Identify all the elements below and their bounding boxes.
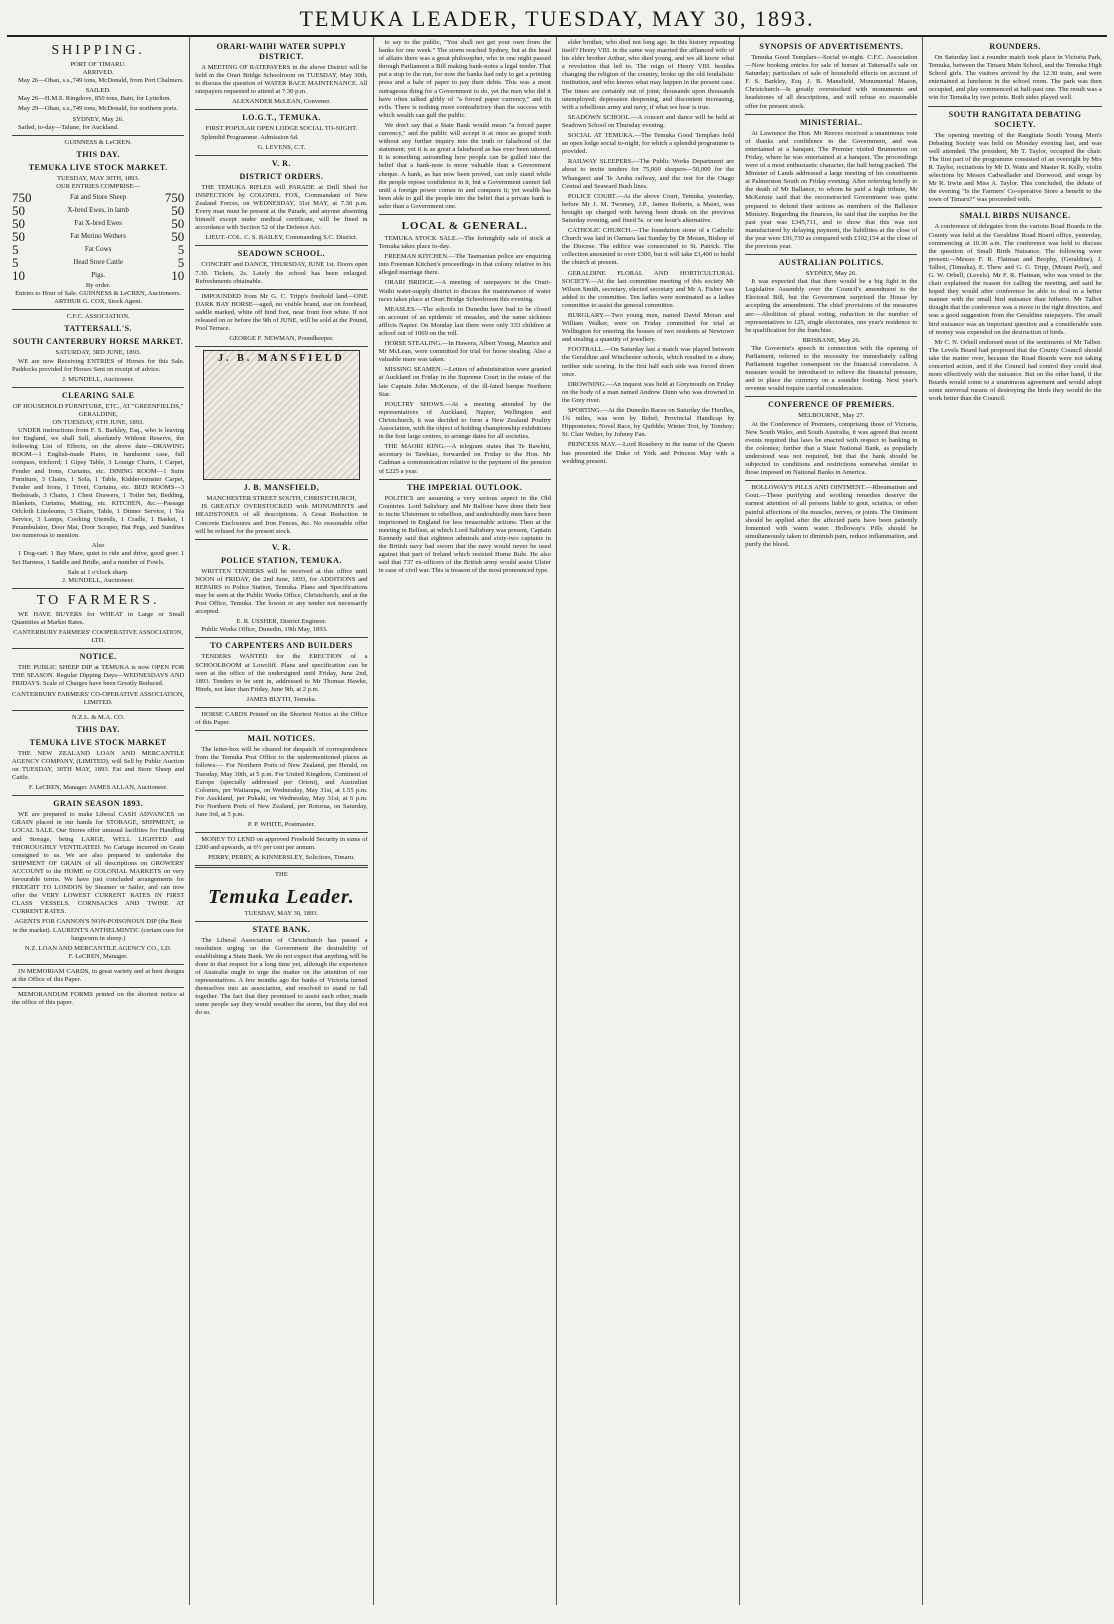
local-item: FOOTBALL.—On Saturday last a match was played between the Geraldine and Winchester schools, which resulted in a draw, neither side scoring. In the first half each side was forced down once. <box>561 346 735 378</box>
engraving-label: J. B. MANSFIELD <box>218 353 345 365</box>
mansfield-address: MANCHESTER STREET SOUTH, CHRISTCHURCH, <box>206 495 357 503</box>
dateline: SYDNEY, May 26. <box>805 270 857 278</box>
editorial-paragraph: We don't say that a State Bank would mean "a forced paper currency," and the public will accept it at once as gospel truth without any further inquiry into the truth or falsehood of the statement; yet it is as great a falsehood as has ever been uttered. It is something astounding how people can be gulled into the belief that a bank-note is more valuable than a Government cheque. A bank, as has now been proved, can only stand while the people repose confidence in it, but a Government cannot fail until a foreign power comes in and conquers it; yet wealth has been able to gull the people into the belief that a private bank is safer than a Government one. <box>378 121 551 210</box>
clearing-sale-sub: OF HOUSEHOLD FURNITURE, ETC., AT "GREENFIELDS," GERALDINE, <box>13 402 184 418</box>
local-item: HORSE STEALING.—In Hawera, Albert Young, Maurice and Mr McLean, were committed for trial for horse stealing. Also a valuable mare was taken. <box>378 340 551 364</box>
entry-count: 50 <box>171 216 185 232</box>
synopsis-text: Temuka Good Templars—Social to-night. C.F.C. Association—Now booking entries for sale of horses at Tattersall's sale on Saturday; particulars of sale of household effects on account of F. S. Barkley, Esq. J. B. Mansfield, Monumental Mason, Christchurch—Is greatly overstocked with monuments and headstones of all descriptions, and will refuse no reasonable offer for present stock. <box>745 54 918 110</box>
entries-close: Entries to Hour of Sale. GUINNESS & LeCREN, Auctioneers. ARTHUR G. COX, Stock Agent. <box>15 290 182 306</box>
entry-row <box>12 217 184 230</box>
builders-text: TENDERS WANTED for the ERECTION of a SCHOOLROOM at Lowcliff. Plans and specification can be seen at the office of the undersigned until Friday, June 2nd, 1893. Tenders to be sent in, addressed to Mr Thomas Hawke, Hinds, not later than Friday, June 9th, at 2 p.m. <box>195 653 368 693</box>
company-name: N.Z.L. & M.A. CO. <box>71 713 125 721</box>
manager: F. LeCREN, Manager. <box>68 952 128 960</box>
arrival-entry: May 26—Ohau, s.s.,749 tons, McDonald, from Port Chalmers. <box>18 77 184 85</box>
market-heading: TEMUKA LIVE STOCK MARKET <box>29 737 167 747</box>
entry-row <box>12 230 184 243</box>
farmers-text: WE HAVE BUYERS for WHEAT in Large or Small Quantities at Market Rates. <box>12 610 185 626</box>
column-2 <box>190 37 373 1605</box>
convener: ALEXANDER McLEAN, Convener. <box>232 98 331 106</box>
entry-description: Fat and Store Sheep <box>70 193 127 202</box>
conference-heading: CONFERENCE OF PREMIERS. <box>768 400 895 410</box>
horse-market-heading: SOUTH CANTERBURY HORSE MARKET. <box>13 337 184 347</box>
port-heading: PORT OF TIMARU. <box>70 61 126 68</box>
poundkeeper: GEORGE F. NEWMAN, Poundkeeper. <box>229 335 334 343</box>
local-item: BURGLARY.—Two young men, named David Moran and William Walker, were on Friday committed for trial at Wellington for entering the houses of two residents at Newtown and stealing a quantity of jewellery. <box>561 312 735 344</box>
holloway-ad: HOLLOWAY'S PILLS AND OINTMENT.—Rheumatism and Gout.—These purifying and soothing remedies deserve the earnest attention of all persons liable to gout, sciatica, or other painful affections of the muscles, nerves, or joints. The Ointment should be applied after the affected parts have been patiently fomented with warm water. Holloway's Pills should be simultaneously taken to diminish pain, reduce inflammation, and purify the blood. <box>745 484 918 548</box>
market-date: TUESDAY, MAY 30TH, 1893. <box>56 174 140 182</box>
entry-count: 750 <box>164 190 185 206</box>
local-item: MEASLES.—The schools in Dunedin have had to be closed on account of an epidemic of measles, and the same sickness afflicts Napier. On Monday last there were only 333 children at school out of 1069 on the roll. <box>378 305 551 337</box>
local-item: SOCIAL AT TEMUKA.—The Temuka Good Templars hold an open lodge social to-night, for which a splendid programme is provided. <box>561 132 735 156</box>
auctioneer: J. MUNDELL, Auctioneer. <box>62 576 134 584</box>
notice-heading: NOTICE. <box>79 652 117 662</box>
entry-count: 50 <box>12 216 25 232</box>
brisbane-text: The Governor's speech in connection with the opening of Parliament, referred to the necessity for immediately calling Parliament together consequent on the financial convulsion. A measure would be introduced to relieve the financial pressure, and to place the currency on a sounder footing. Next year's revenue would require careful consideration. <box>745 344 918 393</box>
grain-text: WE are prepared to make Liberal CASH ADVANCES on GRAIN placed in our hands for STORAGE, SHIPMENT, or LOCAL SALE. Our Stores offer unusual facilities for Handling and Storage, being LARGE, WELL LIGHTED and THOROUGHLY VENTILATED. No Cartage incurred on Grain consigned to us. We are also prepared to undertake the SHIPMENT OF GRAIN of all descriptions on GROWERS' ACCOUNT to the HOME or COLONIAL MARKETS on very favourable terms. We have just concluded arrangements for FREIGHT TO LONDON by Steamer or Sailer, and can now offer the VERY LOWEST CURRENT RATES IN FIRST CLASS VESSELS. CORNSACKS AND TWINE AT CURRENT RATES. <box>12 811 185 916</box>
horse-cards-ad: HORSE CARDS Printed on the Shortest Notice at the Office of this Paper. <box>195 711 368 727</box>
notice-text: THE PUBLIC SHEEP DIP at TEMUKA is now OPEN FOR THE SEASON. Regular Dipping Days—WEDNESDAYS AND FRIDAYS. Scale of Charges have been Greatly Reduced. <box>12 664 185 688</box>
entry-count: 50 <box>12 203 25 219</box>
masthead: TEMUKA LEADER, TUESDAY, MAY 30, 1893. <box>7 4 1107 37</box>
iogt-heading: I.O.G.T., TEMUKA. <box>242 113 321 123</box>
imperial-text: POLITICS are assuming a very serious aspect in the Old Countries. Lord Salisbury and Mr Balfour have done their best to incite Ulstermen to rebellion, and undoubtedly men have been imprisoned in England for less treasonable actions. Then at the meeting in Belfast, at which Lord Salisbury was present, Captain Kennedy said that eighteen admirals and sixty-two captains in the British navy had sworn that the navy would never be used against that part of Ireland which resisted Home Rule. He also said that 737 ex-officers of the British army would assist Ulster in case of civil war. This is treason of the most pronounced type. <box>378 494 551 575</box>
entry-row <box>12 243 184 256</box>
debating-heading: SOUTH RANGITATA DEBATING SOCIETY. <box>948 109 1082 129</box>
dateline: SYDNEY, May 26. <box>72 115 124 123</box>
postmaster: P. P. WHITE, Postmaster. <box>247 821 315 829</box>
small-birds-text: Mr C. N. Orbell endorsed most of the sentiments of Mr Talbot. The Levels Board had proposed that the County Council should take the matter over, because the Road Boards were not taking concerted action, and if the Council had control they could deal more effectively with the nuisance. But on the other hand, if the Boards would come to a unanimous agreement and would adopt some universal means of destroying the birds they would do the work better than the Council. <box>928 338 1102 403</box>
tattersall-heading: TATTERSALL'S. <box>64 324 133 334</box>
entry-description: Head Store Cattle <box>73 258 124 267</box>
entry-description: Fat Merino Wethers <box>70 232 126 241</box>
banner-article: THE <box>275 871 288 879</box>
entry-count: 5 <box>12 242 19 258</box>
entry-count: 10 <box>171 268 185 284</box>
monument-engraving <box>203 350 359 480</box>
local-item: FREEMAN KITCHEN.—The Tasmanian police are enquiring into Freeman Kitchen's proceedings in that colony relative to his alleged marriage there. <box>378 253 551 277</box>
entry-description: Fat Cows <box>84 245 112 254</box>
editorial-paragraph: to say to the public, "You shall not get your own from the banks for one week." The storm reached Sydney, but at the head of affairs there was a great philosopher, who in one night passed through Parliament a Bill making bank-notes a legal tender. That put a stop to the run, for now the banks had only to get a printing press and a bale of paper to pay their debts. This was a most outrageous thing for a Government to do, yet the men who did it have often talked glibly of "a forced paper currency," and its evils. There is nothing more contradictory than the success with which wealth can gull the public. <box>378 39 551 119</box>
mail-text: The letter-box will be cleared for despatch of correspondence from the Temuka Post Office to the undermentioned places as follows:— For Northern Ports of New Zealand, per Herald, on Tuesday, May 30th, at 5 p.m. For United Kingdom, Continent of Europe (specially addressed per Orient), and Australian Colonies, per Waitarapa, on Wednesday, May 31st, at 1.55 p.m. For Auckland, per Pukaki, on Wednesday, May 31st, at 6 p.m. For Northern Ports of New Zealand, per Rotorua, on Saturday, June 3rd, at 5 p.m. <box>195 746 368 818</box>
column-6 <box>923 37 1106 1605</box>
solicitors: PERRY, PERRY, & KINNERSLEY, Solicitors, Timaru. <box>208 854 355 862</box>
association-name: CANTERBURY FARMERS' COOPERATIVE ASSOCIATION, LTD. <box>13 629 184 645</box>
agents-text: AGENTS FOR CANNON'S NON-POISONOUS DIP (the Best in the market). LAURENT'S ANTHELMINTIC (certain cure for lungworm in sheep.) <box>12 918 184 942</box>
shipping-cable: Sailed, to-day—Talune, for Auckland. <box>18 123 119 131</box>
entry-count: 10 <box>12 268 25 284</box>
market-text: THE NEW ZEALAND LOAN AND MERCANTILE AGENCY COMPANY, (LIMITED), will Sell by Public Auction on TUESDAY, 30TH MAY, 1893. Fat and Store Sheep and Cattle. <box>12 749 185 782</box>
rounders-heading: ROUNDERS. <box>989 42 1041 51</box>
arrived-label: ARRIVED. <box>82 69 114 77</box>
horse-market-text: WE are now Receiving ENTRIES of Horses for this Sale. Paddocks provided for Horses Sent on receipt of advice. <box>12 357 185 373</box>
builder-name: JAMES BLYTH, Temuka. <box>246 695 317 703</box>
grain-heading: GRAIN SEASON 1893. <box>53 799 143 809</box>
police-text: WRITTEN TENDERS will be received at this office until NOON of FRIDAY, the 2nd June, 1893, for ADDITIONS and REPAIRS to Police Station, Temuka. Plans and Specifications may be seen at the Public Works Office, Christchurch, and at the Post Office, Temuka. The lowest or any tender not necessarily accepted. <box>195 567 368 616</box>
rounders-text: On Saturday last a rounder match took place in Victoria Park, Temuka, between the Timaru Main School, and the Temuka High School girls. The visitors arrived by the 12.30 train, and were entertained at luncheon in the school room. The park was then occupied, and play commenced at half-past one. The result was a win for Temuka by two points. Both sides played well. <box>928 54 1102 102</box>
sale-time: Sale at 1 o'clock sharp. <box>67 568 129 576</box>
chief-templar: G. LEVENS, C.T. <box>257 143 306 151</box>
association-name: CANTERBURY FARMERS' CO-OPERATIVE ASSOCIATION, LIMITED. <box>12 690 185 706</box>
column-1 <box>7 37 190 1605</box>
sailing-entry: May 26—H.M.S. Ringdove, 850 tons, Bain, for Lyttelton. <box>18 95 172 103</box>
local-item: MISSING SEAMEN.—Letters of administration were granted at Auckland on Friday in the Supreme Court in the estate of the late Captain John McKenzie, of the ill-fated barque Northern Star. <box>378 366 551 398</box>
dateline: BRISBANE, May 26. <box>802 336 861 344</box>
local-item: DROWNING.—An inquest was held at Greymouth on Friday on the body of a man named Andrew Dunn who was drowned in the Grey river. <box>561 380 735 404</box>
conference-text: At the Conference of Premiers, comprising those of Victoria, New South Wales, and South Australia, it was agreed that recent events required that laws be enacted with respect to banking in the colonies; further that a State National Bank, as popularly understood was not required, but that the bank should be subjected to conditions and restrictions somewhat similar to those imposed on National Banks in America. <box>745 420 918 477</box>
clearing-sale-heading: CLEARING SALE <box>61 390 135 400</box>
local-item: PRINCESS MAY.—Lord Rosebery in the name of the Queen has presented the Duke of York and Princess May with a wedding present. <box>561 441 735 465</box>
imperial-heading: THE IMPERIAL OUTLOOK. <box>407 482 523 492</box>
debating-text: The opening meeting of the Rangitata South Young Men's Debating Society was held on Monday evening last, and was well attended. The president, Mr T. Taylor, occupied the chair. The first part of the programme consisted of an oversight by Mrs R. Taylor, recitations by Mr D. Watts and Master R. Kelly, violin selections by Messrs Cadwallader and Dorwood, and songs by Mr R. Irwin and Miss A. Taylor. This concluded, the debate of the evening "Is the Farmers' Co-operative Store a benefit to the town of Timaru?" was proceeded with. <box>928 131 1102 204</box>
sailing-entry: May 29—Ohau, s.s.,749 tons, McDonald, for northern ports. <box>18 105 179 113</box>
australian-politics-heading: AUSTRALIAN POLITICS. <box>778 258 884 268</box>
state-bank-heading: STATE BANK. <box>252 924 311 934</box>
this-day-heading: THIS DAY. <box>76 149 120 159</box>
entry-count: 50 <box>12 229 25 245</box>
small-birds-text: A conference of delegates from the various Road Boards in the County was held at the Geraldine Road Board office, yesterday, commencing at 10.30 a.m. The conference was held to discuss the question of Small Birds Nuisance. The following were present:—Messrs F. R. Flatman and Brophy, (Geraldine), J. Talbot, (Temuka), E. Thew and G. G. Tripp, (Mount Peel), and G. W. Orbell, (Levels). Mr F. R. Flatman, who was voted to the chair explained the reason for calling the meeting, and said he hoped they would after conference be able to deal in a better manner with the small bird nuisance than hitherto. Mr Talbot thought that the conference was a move in the right direction, and was a good suggestion from the Geraldine ratepayers. The small bird nuisance was an important question and a considerable sum of money was expended on the destruction of birds. <box>928 223 1102 336</box>
mansfield-name: J. B. MANSFIELD, <box>243 483 320 493</box>
dateline: MELBOURNE, May 27. <box>798 412 865 420</box>
memoriam-ad: IN MEMORIAM CARDS, in great variety and at best designs at the Office of this Paper. <box>12 967 185 984</box>
shipping-heading: SHIPPING. <box>51 43 145 58</box>
commander: LIEUT.-COL. C. S. BAILEY, Commanding S.C. District. <box>205 234 358 242</box>
entries-heading: OUR ENTRIES COMPRISE— <box>56 182 141 190</box>
entry-description: Pigs. <box>91 271 106 280</box>
entry-count: 5 <box>177 255 185 271</box>
entries-list <box>12 191 184 282</box>
sailed-label: SAILED. <box>85 87 111 95</box>
memorandum-ad: MEMORANDUM FORMS printed on the shortest notice at the office of this paper. <box>12 991 185 1007</box>
newspaper-banner: Temuka Leader. <box>208 885 355 908</box>
entry-row <box>12 269 184 282</box>
entry-row <box>12 191 184 204</box>
local-item: RAILWAY SLEEPERS.—The Public Works Department are about to invite tenders for 75,000 sleepers—50,000 for the Whangarei and Te Aroha railway, and the rest for the Otago Central and Seaward Bush lines. <box>561 158 735 190</box>
synopsis-heading: SYNOPSIS OF ADVERTISEMENTS. <box>759 42 904 51</box>
entry-description: X-bred Ewes, in lamb <box>67 206 129 215</box>
column-4 <box>557 37 740 1605</box>
state-bank-text: The Liberal Association of Christchurch has passed a resolution urging on the Government the desirability of establishing a State Bank. We do not expect that anything will be done in that respect for a long time yet, although the experience of Australia ought to urge the matter on the attention of our representatives. A few months ago the banks of Victoria turned themselves into an association, and resolved to stand or fall together. The fact that they promised to assist each other, made some people say they would weather the storm, but they did not do so. <box>195 936 368 1017</box>
managers: F. LeCREN, Manager. JAMES ALLAN, Auctioneer. <box>28 784 168 792</box>
market-heading: TEMUKA LIVE STOCK MARKET. <box>28 162 168 172</box>
banner-date: TUESDAY, MAY 30, 1893. <box>244 909 319 917</box>
concert-text: CONCERT and DANCE, THURSDAY, JUNE 1st. Doors open 7.30. Tickets, 2s. Lately the school has been enlarged. Refreshments obtainable. <box>195 261 368 285</box>
farmers-heading: TO FARMERS. <box>36 592 160 608</box>
also-label: Also <box>91 542 105 550</box>
entry-count: 50 <box>171 203 185 219</box>
local-item: GERALDINE FLORAL AND HORTICULTURAL SOCIETY.—At the last committee meeting of this society Mr Wilson Smith, secretary, elected secretary and Mr A. Fisher was added to the committee. Ten ladies were nominated as a ladies committee to assist the general committee. <box>561 269 735 309</box>
money-ad: MONEY TO LEND on approved Freehold Security in sums of £200 and upwards, at 6½ per cent per annum. <box>195 836 368 852</box>
by-order: By order. <box>85 282 111 290</box>
local-item: POULTRY SHOWS.—At a meeting attended by the representatives of Auckland, Napier, Wellington and Christchurch, it was decided to form a New Zealand Poultry Association, with the object of holding championship exhibitions in the four large centres, to arrange dates for all societies. <box>378 400 551 441</box>
entry-count: 750 <box>12 190 32 206</box>
lodge-heading: FIRST POPULAR OPEN LODGE SOCIAL TO-NIGHT. <box>205 125 358 133</box>
entry-description: Fat X-bred Ewes <box>74 219 122 228</box>
engineer: E. R. USSHER, District Engineer. <box>236 618 327 626</box>
column-5 <box>740 37 923 1605</box>
local-item: THE MAORI KING.—A telegram states that Te Rawhiti, secretary to Tawhiao, forwarded on Friday to the Hon. Mr Cadman a communication relative to the payment of the pension of £225 a year. <box>378 443 551 475</box>
local-item: TEMUKA STOCK SALE.—The fortnightly sale of stock at Temuka takes place to-day. <box>378 234 551 251</box>
entry-count: 5 <box>177 242 185 258</box>
firm-name: GUINNESS & LeCREN. <box>64 138 132 146</box>
ministerial-text: At Lawrence the Hon. Mr Reeves received a unanimous vote of thanks and confidence in the Government, and was entertained at a banquet. The Premier visited Brunnerton on Friday, where he was entertained at a banquet. The proceedings were of a most enthusiastic character, the hall being packed. The Minister of Lands addressed a large meeting of his constituents at Palmerston South on Friday evening. After referring briefly to the death of Mr Ballance, to whom he paid a high tribute, Mr McKenzie said that the reconstructed Government was quite prepared to defend their actions as members of the Ballance Ministry. Regarding the finances, he said that the surplus for the past year was £345,711, and to show that this was not manufactured by delaying payment, the liabilities at the close of the year were £91,739 as compared with £102,154 at the close of the previous year. <box>745 129 918 250</box>
ministerial-heading: MINISTERIAL. <box>799 117 863 127</box>
local-item: SEADOWN SCHOOL.—A concert and dance will be held at Seadown School on Thursday evening. <box>561 113 735 129</box>
newspaper-page <box>7 4 1107 1614</box>
impounded-text: IMPOUNDED from Mr G. C. Tripp's freehold land—ONE DARK BAY HORSE—aged, no visible brand, star on forehead, saddle marked, white off hind foot, near front foot white. If not released on or before the 9th of JUNE, will be sold at the Pound, Pool Terrace. <box>195 292 368 333</box>
australian-politics-text: It was expected that that there would be a big fight in the Legislative Assembly over the Council's amendment to the Electoral Bill, but the Government surprised the House by accepting the amendment. The chief provisions of the measures are:—Abolition of plural voting, reduction in the number of representatives to 125, single electorates, one year's residence to be qualification for the franchise. <box>745 278 918 334</box>
association-name: C.F.C. ASSOCIATION. <box>66 313 130 321</box>
local-item: SPORTING.—At the Dunedin Races on Saturday the Hurdles, 1¾ miles, was won by Rebel; Provincial Handicap by Hippomenes; Novel Race, by Quibble; Winter Trot, by Tomboy; St. Clair Welter, by Johnny Fan. <box>561 407 735 439</box>
entry-count: 5 <box>12 255 19 271</box>
local-general-heading: LOCAL & GENERAL. <box>401 219 528 232</box>
company-name: N.Z. LOAN AND MERCANTILE AGENCY CO., LD. <box>24 944 172 952</box>
editorial-paragraph: elder brother, who died not long ago. In this history repeating itself? Henry VIII. in the same way married the affianced wife of his elder brother Arthur, who died young, and we all know what a revolution that led to. The reign of Henry VIII. besides changing the religion of the country, broke up the old feudalistic institution, and who knows what may happen in the present case. The times are certainly out of joint; thousands upon thousands unemployed; depression deepening, and discontent increasing, with a rebellious army and navy, if what we hear is true. <box>561 39 735 111</box>
orari-text: A MEETING OF RATEPAYERS in the above District will be held in the Orari Bridge Schoolroom on TUESDAY, May 30th, to discuss the question of WATER RACE MAINTENANCE. All ratepayers requested to attend at 7.30 p.m. <box>195 64 368 96</box>
local-item: CATHOLIC CHURCH.—The foundation stone of a Catholic Church was laid in Oamaru last Sunday by Dr Moran, Bishop of the Diocese. The edifice was consecrated to St. Patrick. The collection amounted to over £300, but it will take £3,400 to build the church at present. <box>561 227 735 267</box>
local-item: POLICE COURT.—At the above Court, Temuka, yesterday, before Mr J. M. Twomey, J.P., James Roberts, a Maori, was brought up charged with having been drunk on the previous Saturday evening, and fined 5s. or one hour's alternative. <box>561 192 735 224</box>
this-day-heading: THIS DAY. <box>76 724 120 734</box>
seadown-heading: SEADOWN SCHOOL. <box>237 249 325 259</box>
police-heading: POLICE STATION, TEMUKA. <box>221 555 342 565</box>
clearing-sale-text: UNDER instructions from F. S. Barkley, Esq., who is leaving for England, we shall Sell, absolutely Without Reserve, the following List of Effects, on the above date—DRAWING ROOM—1 English-made Piano, in handsome case, full compass, trichord; 1 Gipsy Table, 3 Lounge Chairs, 1 Carpet, Fender and Irons, Curtains, etc. DINING ROOM—1 Suite Furniture, 3 Chairs, 1 Sofa, 1 Table, Kidder-minster Carpet, Fender and Irons, 1 Trivet, Curtains, etc. BED ROOMS—3 Bedsteads, 3 Chairs, 1 Chest Drawers, 1 Toilet Set, Bedding, Blankets, Curtains, Matting, etc. KITCHEN, &c.—Passage Oilcloth Linoleums, 3 Chairs, Table, 1 Dinner Service, 1 Tea Service, 3 Lamps, Cooking Utensils, 1 Cradle, 1 Basket, 1 Perambulator, Door Mat, Door Scraper, Hat Pegs, and Sundries too numerous to mention. <box>12 427 185 540</box>
horse-market-date: SATURDAY, 3RD JUNE, 1893. <box>55 349 141 357</box>
lodge-text: Splendid Programme. Admission 6d. <box>201 133 299 141</box>
entry-count: 50 <box>171 229 185 245</box>
rifles-text: THE TEMUKA RIFLES will PARADE at Drill Shed for INSPECTION by COLONEL FOX, Commandant of New Zealand Forces, on WEDNESDAY, 31st MAY, at 7.30 p.m. Every man must be present at the Parade, and anyone absenting himself except under medical certificate, will be fined in accordance with Section 52 of the Defence Act. <box>195 183 368 232</box>
auctioneer: J. MUNDELL, Auctioneer. <box>62 375 134 383</box>
small-birds-heading: SMALL BIRDS NUISANCE. <box>959 211 1071 221</box>
vr-heading: V. R. <box>271 542 291 552</box>
orari-heading: ORARI-WAIHI WATER SUPPLY DISTRICT. <box>216 42 347 61</box>
column-3 <box>374 37 557 1605</box>
works-office: Public Works Office, Dunedin, 19th May, 1893. <box>201 626 328 634</box>
entry-row <box>12 256 184 269</box>
local-item: ORARI BRIDGE.—A meeting of ratepayers in the Orari-Waihi water-supply district to discuss the maintenance of water races takes place at Orari Bridge Schoolroom this evening. <box>378 279 551 303</box>
also-text: 1 Dog-cart. 1 Bay Mare, quiet to ride and drive, good goer. 1 Set Harness, 1 Saddle and Bridle, and a number of Fowls. <box>12 550 185 566</box>
vr-heading: V. R. <box>271 158 291 168</box>
clearing-sale-date: ON TUESDAY, 6TH JUNE, 1893. <box>52 418 144 426</box>
entry-row <box>12 204 184 217</box>
mail-heading: MAIL NOTICES. <box>247 734 316 744</box>
mansfield-text: IS GREATLY OVERSTOCKED with MONUMENTS and HEADSTONES of all descriptions. A Great Reduction in Concrete Enclosures and Iron Fences, &c. No reasonable offer will be refused for the present stock. <box>195 503 368 535</box>
district-orders-heading: DISTRICT ORDERS. <box>239 171 324 181</box>
builders-heading: TO CARPENTERS AND BUILDERS <box>210 641 353 651</box>
